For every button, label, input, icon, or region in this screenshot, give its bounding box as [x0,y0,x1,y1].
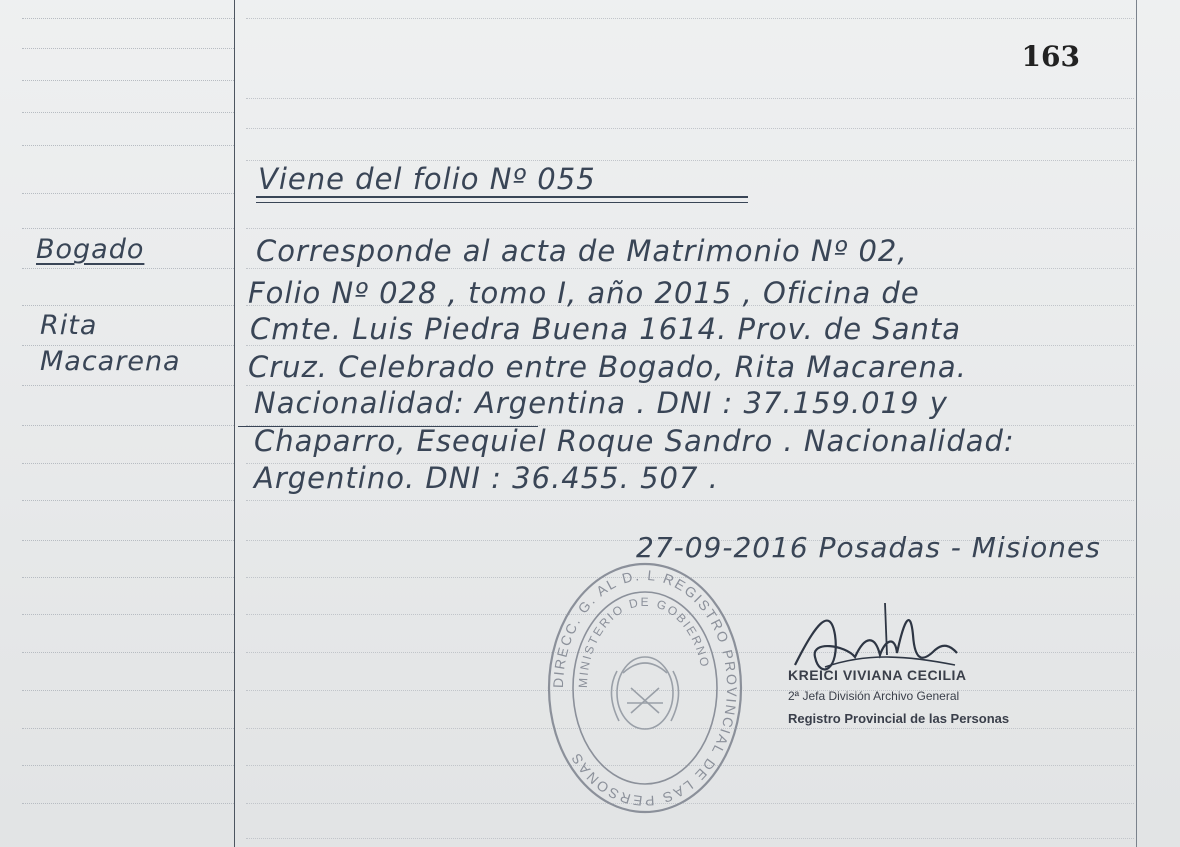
date-place: 27-09-2016 Posadas - Misiones [636,531,1101,564]
margin-surname: Bogado [36,234,145,265]
folio-number: 163 [1021,40,1080,73]
margin-given-1: Rita [40,310,98,341]
heading: Viene del folio Nº 055 [258,162,596,196]
body-line: Nacionalidad: Argentina . DNI : 37.159.019 y [254,386,948,420]
body-line: Corresponde al acta de Matrimonio Nº 02, [256,234,908,268]
heading-underline-2 [256,202,748,203]
heading-underline [256,196,748,198]
margin-line [234,0,235,847]
signatory-name: KREICI VIVIANA CECILIA [788,667,967,683]
right-margin-line [1136,0,1137,847]
signatory-role: 2ª Jefa División Archivo General [788,689,960,703]
official-seal-stamp [545,553,745,823]
body-line: Argentino. DNI : 36.455. 507 . [254,461,719,495]
body-line: Cmte. Luis Piedra Buena 1614. Prov. de Santa [250,312,962,346]
connector-line [238,426,538,427]
body-line: Cruz. Celebrado entre Bogado, Rita Macarena. [248,350,967,384]
body-line: Folio Nº 028 , tomo I, año 2015 , Oficina de [248,276,920,310]
svg-text:MINISTERIO DE GOBIERNO [576,595,712,688]
body-line: Chaparro, Esequiel Roque Sandro . Nacionalidad: [254,424,1015,458]
stamp-outer-text: DIRECC. G. AL D. L REGISTRO PROVINCIAL DE LAS PERSONAS [549,566,741,810]
signatory-organization: Registro Provincial de las Personas [788,711,1010,726]
margin-given-2: Macarena [40,346,181,377]
stamp-inner-text: MINISTERIO DE GOBIERNO [575,594,713,689]
